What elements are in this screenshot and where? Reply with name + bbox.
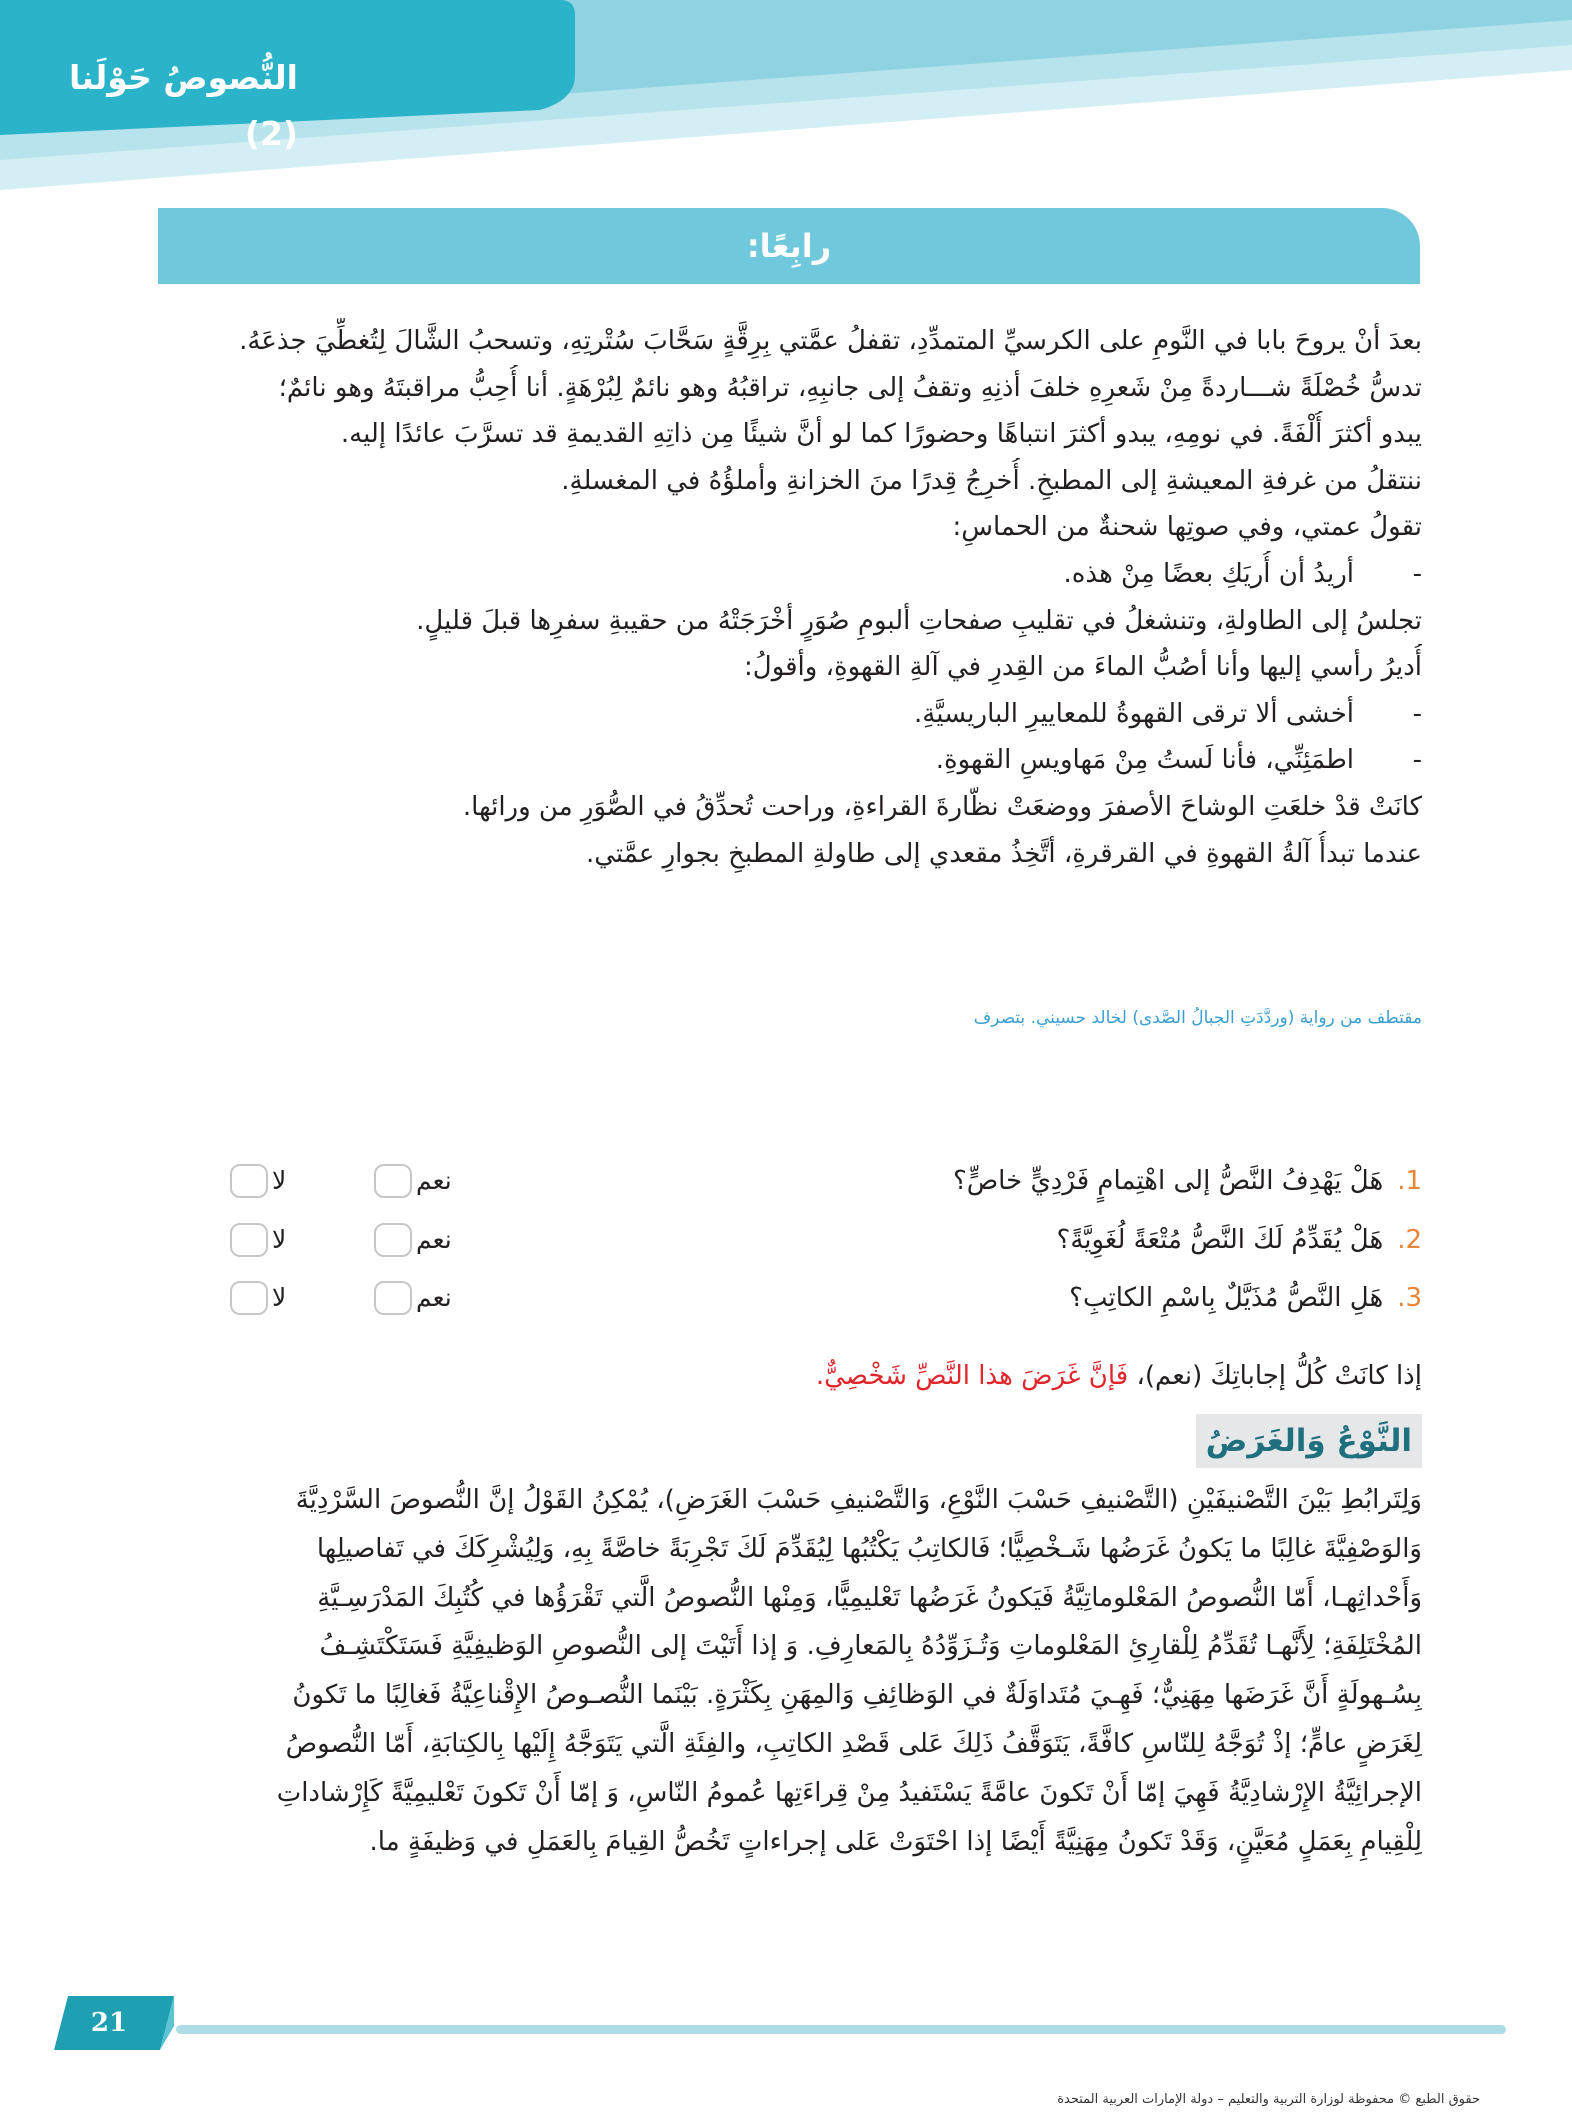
story-line: يبدو أكثرَ أُلْفَةً. في نومِهِ، يبدو أكثرَ انتباهًا وحضورًا كما لو أنَّ شيئًا مِن ذاتِهِ القديمةِ قد تسرَّبَ عائدًا إليه. — [340, 419, 1422, 450]
paragraph-line: وَأَحْداثِهـا، أَمّا النُّصوصُ المَعْلوماتِيَّةُ فَيَكونُ غَرَضُها تَعْليمِيًّا، وَمِنْها النُّصوصُ الَّتي تَقْرَؤُها في كُتُبِكَ المَدْرَسِـيَّةِ — [317, 1582, 1422, 1613]
yes-label: نعم — [416, 1166, 452, 1195]
paragraph-line: المُخْتَلِفَةِ؛ لِأَنَّهـا تُقَدِّمُ لِلْقارِئِ المَعْلوماتِ وَتُـزَوِّدُهُ بِالمَعارِفِ. وَ إذا أَتَيْتَ إلى النُّصوصِ الوَظيفِيَّةِ فَسَتَكْتَشِـفُ — [319, 1631, 1422, 1662]
no-label: لا — [272, 1166, 287, 1195]
section-title: رابِعًا: — [746, 227, 832, 265]
conclusion — [150, 1352, 1422, 1400]
conclusion-prefix: إذا كانَتْ كُلُّ إجاباتِكَ (نعم)، — [1128, 1361, 1422, 1391]
story-line: عندما تبدأُ آلةُ القهوةِ في القرقرةِ، أتَّخِذُ مقعدي إلى طاولةِ المطبخِ بجوارِ عمَّتي. — [586, 838, 1422, 869]
yes-option[interactable] — [374, 1162, 452, 1200]
dialogue-text: اطمَئِنِّي، فأنا لَستُ مِنْ مَهاويسِ القهوةِ. — [935, 745, 1354, 776]
header-title: النُّصوصُ حَوْلَنا (2) — [69, 58, 298, 153]
paragraph-line: الإجرائِيَّةُ الإِرْشادِيَّةُ فَهِيَ إمّا أَنْ تَكونَ عامَّةً يَسْتَفيدُ مِنْ قِراءَتِها عُمومُ النّاسِ، وَ إمّا أَنْ تَكونَ تَعْليمِيَّةً كَإِرْشاداتِ — [276, 1777, 1422, 1808]
question-label: هَلِ النَّصُّ مُذَيَّلٌ بِاسْمِ الكاتِبِ؟ — [1069, 1283, 1384, 1313]
dialogue-dash: - — [1412, 745, 1422, 776]
no-option[interactable] — [230, 1279, 286, 1317]
paragraph-line: لِغَرَضٍ عامٍّ؛ إذْ تُوَجَّهُ لِلنّاسِ كافَّةً، يَتَوَقَّفُ ذَلِكَ عَلى قَصْدِ الكاتِبِ، والفِئَةِ الَّتي يَتَوَجَّهُ إِلَيْها بِالكِتابَةِ، أَمّا النُّصوصُ — [285, 1728, 1422, 1759]
dialogue-dash: - — [1412, 698, 1422, 729]
yes-checkbox[interactable] — [374, 1223, 412, 1257]
story-line: تقولُ عمتي، وفي صوتِها شحنةٌ من الحماسِ: — [952, 512, 1422, 543]
question-row — [150, 1217, 1422, 1263]
no-label: لا — [272, 1283, 287, 1312]
question-number: 2. — [1397, 1225, 1422, 1255]
question-row — [150, 1158, 1422, 1204]
story-line: تدسُّ خُصْلَةً شـــاردةً مِنْ شَعرِهِ خلفَ أذنِهِ وتقفُ إلى جانبِهِ، تراقبُهُ وهو نائمٌ لِبُرْهَةٍ. أنا أُحِبُّ مراقبتَهُ وهو نائمٌ؛ — [278, 372, 1422, 403]
no-label: لا — [272, 1225, 287, 1254]
dialogue-text: أخشى ألا ترقى القهوةُ للمعاييرِ الباريسيَّةِ. — [914, 698, 1354, 729]
paragraph-line: وَلِتَرابُطِ بَيْنَ التَّصْنيفَيْنِ (التَّصْنيفِ حَسْبَ النَّوْعِ، وَالتَّصْنيفِ حَسْبَ الغَرَضِ)، يُمْكِنُ القَوْلُ إنَّ النُّصوصَ السَّرْدِيَّةَ — [295, 1485, 1422, 1515]
dialogue-line — [150, 737, 1422, 784]
paragraph-line: لِلْقِيامِ بِعَمَلٍ مُعَيَّنٍ، وَقَدْ تَكونُ مِهَنِيَّةً أَيْضًا إذا احْتَوَتْ عَلى إجراءاتٍ تَخُصُّ القِيامَ بِالعَمَلِ في وَظيفَةٍ ما. — [369, 1826, 1422, 1857]
question-row — [150, 1275, 1422, 1321]
yes-checkbox[interactable] — [374, 1164, 412, 1198]
copyright-notice: حقوق الطبع © محفوظة لوزارة التربية والتعليم – دولة الإمارات العربية المتحدة — [1057, 2092, 1480, 2107]
story-line: بعدَ أنْ يروحَ بابا في النَّومِ على الكرسيِّ المتمدِّدِ، تقفلُ عمَّتي بِرِقَّةٍ سَحَّابَ سُتْرتِهِ، وتسحبُ الشَّالَ لِتُغطِّيَ جذعَهُ. — [239, 326, 1422, 356]
footer-line — [176, 2025, 1506, 2034]
question-number: 3. — [1397, 1283, 1422, 1313]
question-text — [522, 1275, 1422, 1321]
header-banner — [0, 0, 1572, 190]
story-line: كانَتْ قدْ خلعَتِ الوشاحَ الأصفرَ ووضعَتْ نظّارةَ القراءةِ، وراحت تُحدِّقُ في الصُّوَرِ من ورائها. — [462, 791, 1422, 822]
question-label: هَلْ يَهْدِفُ النَّصُّ إلى اهْتِمامٍ فَرْدِيٍّ خاصٍّ؟ — [952, 1166, 1384, 1196]
paragraph-line: وَالوَصْفِيَّةَ غالِبًا ما يَكونُ غَرَضُها شَـخْصِيًّا؛ فَالكاتِبُ يَكْتُبُها لِيُقَدِّمَ لَكَ تَجْرِبَةً خاصَّةً بِهِ، وَلِيُشْرِكَكَ في تَفاصيلِها — [316, 1533, 1422, 1564]
story-line: أُديرُ رأسي إليها وأنا أصُبُّ الماءَ من القِدرِ في آلةِ القهوةِ، وأقولُ: — [744, 652, 1422, 683]
story-source: مقتطف من رواية (وردَّدَتِ الجبالُ الصَّدى) لخالد حسيني. بتصرف — [973, 1008, 1422, 1028]
page-number: 21 — [90, 2008, 128, 2038]
yes-label: نعم — [416, 1283, 452, 1312]
question-text — [522, 1217, 1422, 1263]
story-line: تجلسُ إلى الطاولةِ، وتنشغلُ في تقليبِ صفحاتِ ألبومِ صُوَرٍ أخْرَجَتْهُ من حقيبةِ سفرِها قبلَ قليلٍ. — [416, 605, 1422, 636]
story-line: ننتقلُ من غرفةِ المعيشةِ إلى المطبخِ. أُخرِجُ قِدرًا منَ الخزانةِ وأملؤُهُ في المغسلةِ. — [561, 465, 1422, 496]
no-checkbox[interactable] — [230, 1281, 268, 1315]
question-number: 1. — [1397, 1166, 1422, 1196]
paragraph-line: بِسُـهولَةٍ أَنَّ غَرَضَها مِهَنِيٌّ؛ فَهِـيَ مُتَداوَلَةٌ في الوَظائِفِ وَالمِهَنِ بِكَثْرَةٍ. بَيْنَما النُّصـوصُ الإِقْناعِيَّةُ فَغالِبًا ما تَكونُ — [292, 1680, 1422, 1711]
question-text — [522, 1158, 1422, 1204]
dialogue-line — [150, 691, 1422, 738]
no-option[interactable] — [230, 1221, 286, 1259]
yes-checkbox[interactable] — [374, 1281, 412, 1315]
no-checkbox[interactable] — [230, 1164, 268, 1198]
dialogue-text: أريدُ أن أُريَكِ بعضًا مِنْ هذه. — [1063, 558, 1354, 589]
yes-option[interactable] — [374, 1221, 452, 1259]
no-option[interactable] — [230, 1162, 286, 1200]
question-label: هَلْ يُقَدِّمُ لَكَ النَّصُّ مُتْعَةً لُغَوِيَّةً؟ — [1056, 1225, 1384, 1255]
section-bar — [158, 208, 1420, 284]
yes-label: نعم — [416, 1225, 452, 1254]
no-checkbox[interactable] — [230, 1223, 268, 1257]
conclusion-highlight: فَإنَّ غَرَضَ هذا النَّصِّ شَخْصِيٌّ. — [815, 1361, 1129, 1391]
explanation-paragraph — [150, 1476, 1422, 1866]
dialogue-dash: - — [1412, 558, 1422, 589]
dialogue-line — [150, 551, 1422, 598]
yes-option[interactable] — [374, 1279, 452, 1317]
story-text — [150, 318, 1422, 877]
sub-heading: النَّوْعُ وَالغَرَضُ — [1196, 1414, 1422, 1468]
